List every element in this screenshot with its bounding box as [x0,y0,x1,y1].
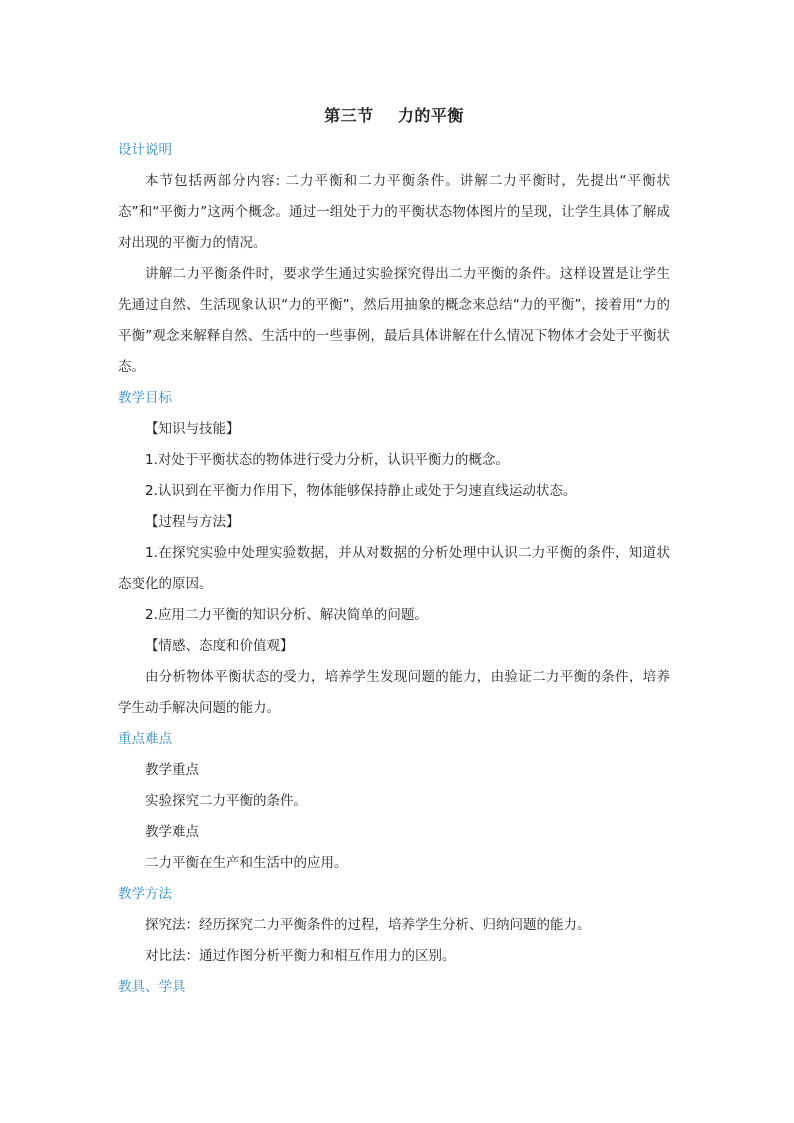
knowledge-item-2: 2.认识到在平衡力作用下，物体能够保持静止或处于匀速直线运动状态。 [145,483,577,499]
emotion-values-label: 【情感、态度和价值观】 [145,638,294,654]
method-item-inquiry: 探究法：经历探究二力平衡条件的过程，培养学生分析、归纳问题的能力。 [145,917,591,933]
section-heading-key-points: 重点难点 [118,731,172,747]
document-page [118,103,670,1003]
section-heading-objectives: 教学目标 [118,390,172,406]
design-paragraph-2: 讲解二力平衡条件时，要求学生通过实验探究得出二力平衡的条件。这样设置是让学生先通过自然、生活现象认识“力的平衡”，然后用抽象的概念来总结“力的平衡”，接着用“力的平衡”观念来解释自然、生活中的一些事例，最后具体讲解在什么情况下物体才会处于平衡状态。 [118,266,670,375]
difficult-point-text: 二力平衡在生产和生活中的应用。 [145,855,348,871]
knowledge-skills-label: 【知识与技能】 [145,421,240,437]
key-point-text: 实验探究二力平衡的条件。 [145,793,307,809]
process-methods-label: 【过程与方法】 [145,514,240,530]
difficult-point-label: 教学难点 [145,824,199,840]
knowledge-item-1: 1.对处于平衡状态的物体进行受力分析，认识平衡力的概念。 [145,452,509,468]
key-point-label: 教学重点 [145,762,199,778]
method-item-comparison: 对比法：通过作图分析平衡力和相互作用力的区别。 [145,948,456,964]
section-heading-design: 设计说明 [118,142,172,158]
section-heading-tools: 教具、学具 [118,979,186,995]
section-heading-methods: 教学方法 [118,886,172,902]
process-item-2: 2.应用二力平衡的知识分析、解决简单的问题。 [145,607,428,623]
emotion-values-text: 由分析物体平衡状态的受力，培养学生发现问题的能力，由验证二力平衡的条件，培养学生动手解决问题的能力。 [118,669,670,716]
document-title: 第三节 力的平衡 [324,106,464,125]
design-paragraph-1: 本节包括两部分内容: 二力平衡和二力平衡条件。讲解二力平衡时，先提出“平衡状态”和“平衡力”这两个概念。通过一组处于力的平衡状态物体图片的呈现，让学生具体了解成对出现的平衡力的情况。 [118,173,670,251]
process-item-1: 1.在探究实验中处理实验数据，并从对数据的分析处理中认识二力平衡的条件，知道状态变化的原因。 [118,545,670,592]
